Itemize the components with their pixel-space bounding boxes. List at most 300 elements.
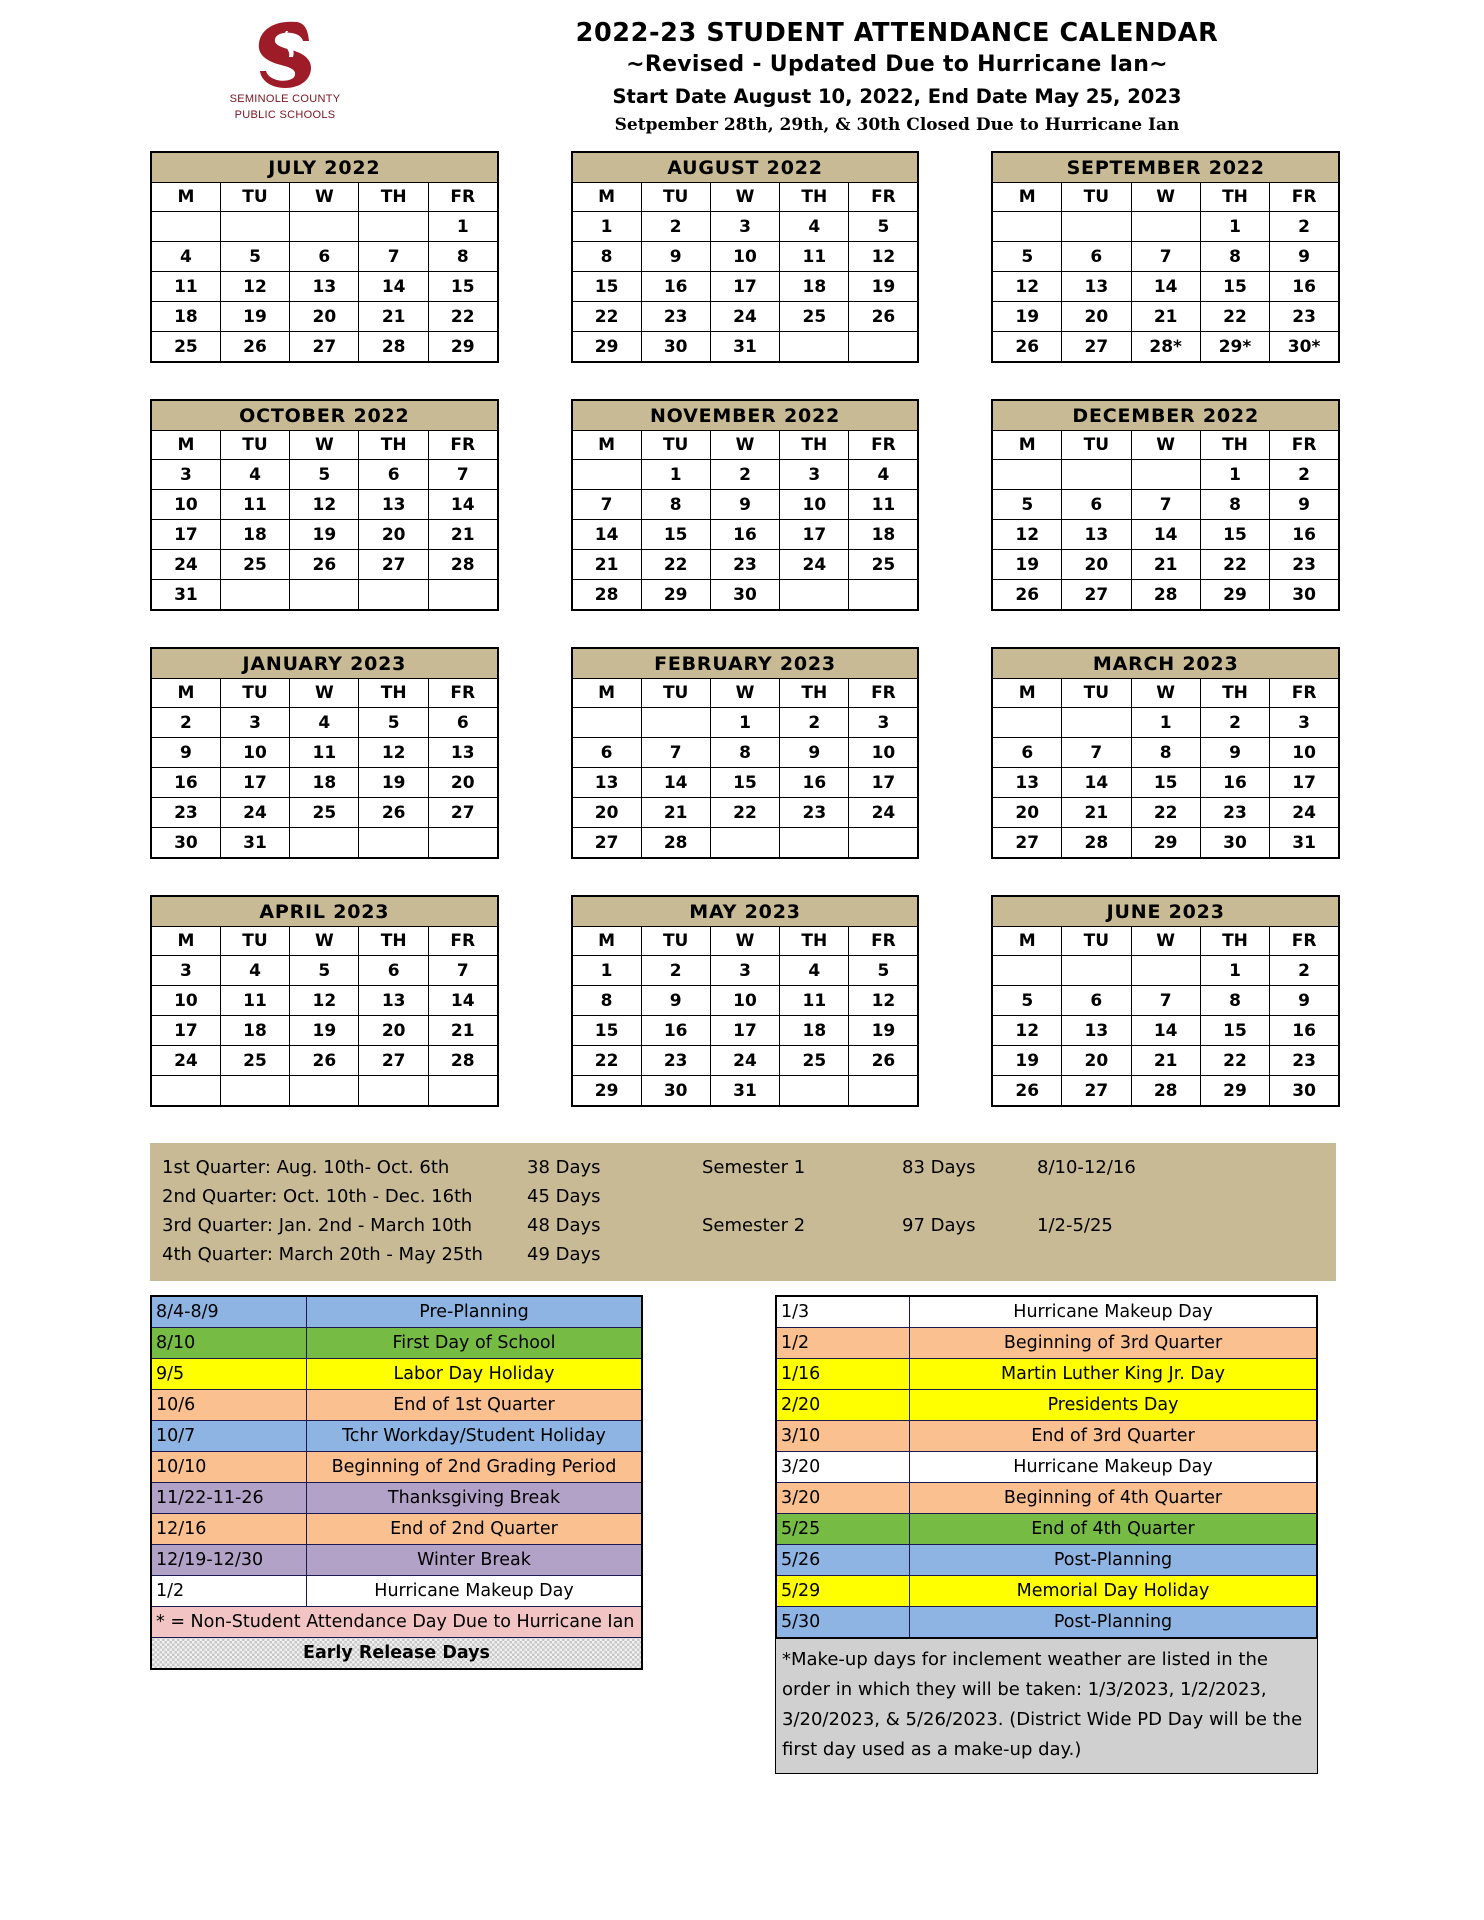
day-cell[interactable] — [359, 1076, 428, 1107]
day-cell[interactable]: 12 — [992, 1016, 1061, 1046]
day-cell[interactable]: 6 — [572, 738, 641, 768]
day-cell[interactable] — [220, 580, 289, 611]
day-cell[interactable]: 11 — [151, 272, 220, 302]
day-cell[interactable]: 19 — [992, 550, 1061, 580]
day-cell[interactable]: 31 — [220, 828, 289, 859]
day-cell[interactable]: 30 — [1270, 1076, 1339, 1107]
day-cell[interactable]: 8 — [572, 986, 641, 1016]
day-cell[interactable]: 4 — [220, 956, 289, 986]
day-cell[interactable]: 26 — [992, 580, 1061, 611]
day-cell[interactable]: 16 — [1200, 768, 1269, 798]
day-cell[interactable]: 24 — [151, 550, 220, 580]
day-cell[interactable]: 14 — [1062, 768, 1131, 798]
day-cell[interactable]: 28* — [1131, 332, 1200, 363]
day-cell[interactable]: 25 — [151, 332, 220, 363]
day-cell[interactable]: 11 — [780, 986, 849, 1016]
day-cell[interactable]: 4 — [849, 460, 918, 490]
day-cell[interactable]: 2 — [641, 956, 710, 986]
day-cell[interactable]: 16 — [641, 1016, 710, 1046]
day-cell[interactable]: 1 — [710, 708, 779, 738]
day-cell[interactable] — [1062, 708, 1131, 738]
day-cell[interactable]: 9 — [1270, 986, 1339, 1016]
day-cell[interactable]: 2 — [1270, 212, 1339, 242]
legend-row[interactable] — [151, 1483, 642, 1514]
day-cell[interactable]: 14 — [572, 520, 641, 550]
day-cell[interactable]: 18 — [290, 768, 359, 798]
day-cell[interactable]: 18 — [849, 520, 918, 550]
day-cell[interactable]: 29 — [572, 1076, 641, 1107]
day-cell[interactable]: 30 — [1270, 580, 1339, 611]
day-cell[interactable]: 12 — [359, 738, 428, 768]
day-cell[interactable]: 29 — [1200, 1076, 1269, 1107]
day-cell[interactable]: 17 — [780, 520, 849, 550]
day-cell[interactable]: 6 — [1062, 490, 1131, 520]
day-cell[interactable]: 16 — [641, 272, 710, 302]
day-cell[interactable]: 8 — [641, 490, 710, 520]
day-cell[interactable]: 5 — [290, 460, 359, 490]
day-cell[interactable]: 17 — [151, 520, 220, 550]
day-cell[interactable]: 9 — [710, 490, 779, 520]
day-cell[interactable]: 30 — [710, 580, 779, 611]
day-cell[interactable]: 5 — [290, 956, 359, 986]
day-cell[interactable]: 17 — [1270, 768, 1339, 798]
day-cell[interactable] — [1062, 956, 1131, 986]
day-cell[interactable]: 6 — [1062, 986, 1131, 1016]
day-cell[interactable]: 4 — [780, 956, 849, 986]
day-cell[interactable]: 21 — [428, 1016, 497, 1046]
day-cell[interactable]: 24 — [151, 1046, 220, 1076]
day-cell[interactable]: 16 — [710, 520, 779, 550]
day-cell[interactable]: 12 — [220, 272, 289, 302]
day-cell[interactable]: 8 — [1200, 242, 1269, 272]
day-cell[interactable]: 7 — [1131, 490, 1200, 520]
legend-row[interactable] — [151, 1328, 642, 1359]
day-cell[interactable]: 3 — [151, 460, 220, 490]
day-cell[interactable]: 16 — [1270, 520, 1339, 550]
day-cell[interactable]: 19 — [290, 1016, 359, 1046]
day-cell[interactable]: 14 — [1131, 272, 1200, 302]
day-cell[interactable]: 20 — [359, 1016, 428, 1046]
day-cell[interactable]: 13 — [359, 490, 428, 520]
day-cell[interactable]: 6 — [992, 738, 1061, 768]
day-cell[interactable]: 5 — [359, 708, 428, 738]
day-cell[interactable]: 22 — [1200, 1046, 1269, 1076]
day-cell[interactable]: 2 — [710, 460, 779, 490]
day-cell[interactable]: 13 — [1062, 1016, 1131, 1046]
day-cell[interactable] — [710, 828, 779, 859]
day-cell[interactable]: 18 — [780, 1016, 849, 1046]
legend-row[interactable] — [776, 1545, 1317, 1576]
day-cell[interactable]: 8 — [1200, 986, 1269, 1016]
day-cell[interactable]: 19 — [992, 1046, 1061, 1076]
day-cell[interactable] — [151, 212, 220, 242]
day-cell[interactable]: 20 — [1062, 1046, 1131, 1076]
day-cell[interactable]: 27 — [1062, 332, 1131, 363]
day-cell[interactable]: 15 — [428, 272, 497, 302]
day-cell[interactable]: 22 — [1200, 550, 1269, 580]
day-cell[interactable]: 7 — [428, 460, 497, 490]
day-cell[interactable]: 14 — [428, 986, 497, 1016]
day-cell[interactable]: 2 — [780, 708, 849, 738]
day-cell[interactable] — [780, 1076, 849, 1107]
day-cell[interactable] — [1131, 212, 1200, 242]
day-cell[interactable]: 21 — [1131, 1046, 1200, 1076]
day-cell[interactable]: 11 — [849, 490, 918, 520]
day-cell[interactable]: 10 — [151, 490, 220, 520]
day-cell[interactable]: 22 — [710, 798, 779, 828]
day-cell[interactable]: 13 — [572, 768, 641, 798]
day-cell[interactable]: 23 — [151, 798, 220, 828]
day-cell[interactable] — [849, 580, 918, 611]
day-cell[interactable] — [780, 828, 849, 859]
day-cell[interactable]: 9 — [1270, 490, 1339, 520]
day-cell[interactable]: 14 — [1131, 1016, 1200, 1046]
day-cell[interactable]: 10 — [220, 738, 289, 768]
day-cell[interactable]: 23 — [1270, 550, 1339, 580]
day-cell[interactable]: 8 — [1200, 490, 1269, 520]
day-cell[interactable]: 23 — [710, 550, 779, 580]
day-cell[interactable]: 30 — [1200, 828, 1269, 859]
day-cell[interactable]: 27 — [992, 828, 1061, 859]
day-cell[interactable]: 1 — [1200, 460, 1269, 490]
day-cell[interactable] — [641, 708, 710, 738]
day-cell[interactable]: 20 — [1062, 550, 1131, 580]
day-cell[interactable]: 3 — [780, 460, 849, 490]
day-cell[interactable]: 21 — [359, 302, 428, 332]
day-cell[interactable]: 2 — [1270, 460, 1339, 490]
day-cell[interactable]: 6 — [1062, 242, 1131, 272]
day-cell[interactable]: 30 — [641, 332, 710, 363]
day-cell[interactable]: 9 — [641, 242, 710, 272]
day-cell[interactable]: 10 — [151, 986, 220, 1016]
day-cell[interactable]: 7 — [428, 956, 497, 986]
day-cell[interactable] — [992, 212, 1061, 242]
day-cell[interactable]: 29* — [1200, 332, 1269, 363]
day-cell[interactable]: 22 — [572, 1046, 641, 1076]
day-cell[interactable]: 25 — [220, 1046, 289, 1076]
day-cell[interactable]: 17 — [710, 272, 779, 302]
day-cell[interactable]: 29 — [572, 332, 641, 363]
day-cell[interactable]: 10 — [780, 490, 849, 520]
day-cell[interactable]: 12 — [992, 520, 1061, 550]
day-cell[interactable]: 5 — [992, 986, 1061, 1016]
legend-row[interactable] — [776, 1483, 1317, 1514]
day-cell[interactable]: 22 — [1131, 798, 1200, 828]
day-cell[interactable] — [849, 1076, 918, 1107]
day-cell[interactable]: 12 — [290, 986, 359, 1016]
day-cell[interactable] — [359, 212, 428, 242]
day-cell[interactable]: 26 — [220, 332, 289, 363]
day-cell[interactable] — [359, 828, 428, 859]
day-cell[interactable]: 16 — [1270, 1016, 1339, 1046]
day-cell[interactable]: 25 — [220, 550, 289, 580]
day-cell[interactable]: 17 — [710, 1016, 779, 1046]
day-cell[interactable]: 25 — [780, 302, 849, 332]
day-cell[interactable]: 27 — [359, 1046, 428, 1076]
day-cell[interactable]: 17 — [220, 768, 289, 798]
legend-row[interactable] — [151, 1390, 642, 1421]
day-cell[interactable]: 30* — [1270, 332, 1339, 363]
day-cell[interactable]: 17 — [151, 1016, 220, 1046]
day-cell[interactable]: 22 — [428, 302, 497, 332]
day-cell[interactable]: 2 — [1270, 956, 1339, 986]
day-cell[interactable]: 21 — [428, 520, 497, 550]
day-cell[interactable]: 29 — [1131, 828, 1200, 859]
day-cell[interactable]: 18 — [151, 302, 220, 332]
day-cell[interactable]: 27 — [290, 332, 359, 363]
day-cell[interactable]: 14 — [1131, 520, 1200, 550]
day-cell[interactable]: 9 — [1270, 242, 1339, 272]
day-cell[interactable]: 31 — [1270, 828, 1339, 859]
day-cell[interactable]: 23 — [1270, 1046, 1339, 1076]
day-cell[interactable]: 14 — [428, 490, 497, 520]
day-cell[interactable] — [290, 212, 359, 242]
day-cell[interactable]: 24 — [220, 798, 289, 828]
day-cell[interactable]: 30 — [641, 1076, 710, 1107]
day-cell[interactable]: 29 — [428, 332, 497, 363]
day-cell[interactable]: 5 — [849, 212, 918, 242]
legend-row[interactable] — [776, 1296, 1317, 1328]
day-cell[interactable]: 24 — [849, 798, 918, 828]
day-cell[interactable]: 16 — [780, 768, 849, 798]
day-cell[interactable]: 25 — [780, 1046, 849, 1076]
legend-row[interactable] — [776, 1514, 1317, 1545]
day-cell[interactable]: 13 — [428, 738, 497, 768]
day-cell[interactable]: 15 — [572, 272, 641, 302]
day-cell[interactable]: 6 — [359, 956, 428, 986]
day-cell[interactable]: 19 — [220, 302, 289, 332]
day-cell[interactable]: 4 — [220, 460, 289, 490]
legend-row[interactable] — [776, 1421, 1317, 1452]
day-cell[interactable] — [290, 580, 359, 611]
day-cell[interactable]: 23 — [641, 1046, 710, 1076]
day-cell[interactable]: 5 — [992, 242, 1061, 272]
day-cell[interactable]: 26 — [992, 1076, 1061, 1107]
day-cell[interactable]: 3 — [710, 212, 779, 242]
day-cell[interactable]: 28 — [1131, 1076, 1200, 1107]
day-cell[interactable]: 5 — [220, 242, 289, 272]
day-cell[interactable]: 23 — [641, 302, 710, 332]
day-cell[interactable]: 19 — [359, 768, 428, 798]
day-cell[interactable]: 1 — [1131, 708, 1200, 738]
day-cell[interactable]: 22 — [1200, 302, 1269, 332]
day-cell[interactable] — [849, 332, 918, 363]
legend-row[interactable] — [151, 1545, 642, 1576]
day-cell[interactable]: 20 — [992, 798, 1061, 828]
day-cell[interactable]: 26 — [992, 332, 1061, 363]
day-cell[interactable]: 9 — [780, 738, 849, 768]
day-cell[interactable]: 1 — [1200, 212, 1269, 242]
day-cell[interactable]: 5 — [992, 490, 1061, 520]
day-cell[interactable]: 15 — [572, 1016, 641, 1046]
day-cell[interactable] — [1131, 460, 1200, 490]
day-cell[interactable]: 12 — [849, 242, 918, 272]
legend-row[interactable] — [151, 1359, 642, 1390]
day-cell[interactable]: 22 — [641, 550, 710, 580]
day-cell[interactable]: 20 — [572, 798, 641, 828]
day-cell[interactable]: 20 — [1062, 302, 1131, 332]
day-cell[interactable]: 1 — [1200, 956, 1269, 986]
day-cell[interactable]: 8 — [572, 242, 641, 272]
day-cell[interactable]: 27 — [572, 828, 641, 859]
day-cell[interactable]: 16 — [151, 768, 220, 798]
day-cell[interactable]: 12 — [290, 490, 359, 520]
day-cell[interactable]: 17 — [849, 768, 918, 798]
day-cell[interactable]: 9 — [151, 738, 220, 768]
day-cell[interactable]: 27 — [1062, 580, 1131, 611]
day-cell[interactable] — [290, 828, 359, 859]
day-cell[interactable]: 9 — [641, 986, 710, 1016]
day-cell[interactable]: 7 — [641, 738, 710, 768]
day-cell[interactable] — [992, 460, 1061, 490]
day-cell[interactable]: 7 — [572, 490, 641, 520]
day-cell[interactable]: 20 — [359, 520, 428, 550]
day-cell[interactable]: 24 — [780, 550, 849, 580]
legend-row[interactable] — [776, 1576, 1317, 1607]
legend-row[interactable] — [776, 1607, 1317, 1639]
day-cell[interactable]: 2 — [151, 708, 220, 738]
day-cell[interactable]: 28 — [1062, 828, 1131, 859]
day-cell[interactable]: 20 — [290, 302, 359, 332]
day-cell[interactable]: 3 — [1270, 708, 1339, 738]
legend-row[interactable] — [776, 1390, 1317, 1421]
day-cell[interactable]: 28 — [572, 580, 641, 611]
day-cell[interactable]: 31 — [151, 580, 220, 611]
day-cell[interactable]: 11 — [290, 738, 359, 768]
day-cell[interactable]: 11 — [220, 986, 289, 1016]
day-cell[interactable]: 28 — [1131, 580, 1200, 611]
day-cell[interactable]: 15 — [1200, 1016, 1269, 1046]
day-cell[interactable] — [992, 956, 1061, 986]
day-cell[interactable] — [428, 1076, 497, 1107]
day-cell[interactable]: 19 — [849, 272, 918, 302]
day-cell[interactable]: 26 — [359, 798, 428, 828]
day-cell[interactable]: 7 — [1062, 738, 1131, 768]
day-cell[interactable]: 26 — [849, 302, 918, 332]
day-cell[interactable] — [220, 212, 289, 242]
day-cell[interactable]: 19 — [849, 1016, 918, 1046]
day-cell[interactable]: 21 — [572, 550, 641, 580]
day-cell[interactable]: 24 — [1270, 798, 1339, 828]
day-cell[interactable]: 16 — [1270, 272, 1339, 302]
day-cell[interactable]: 29 — [641, 580, 710, 611]
legend-row[interactable] — [776, 1328, 1317, 1359]
day-cell[interactable]: 15 — [710, 768, 779, 798]
day-cell[interactable]: 21 — [1131, 302, 1200, 332]
day-cell[interactable] — [428, 580, 497, 611]
day-cell[interactable]: 27 — [428, 798, 497, 828]
day-cell[interactable]: 10 — [1270, 738, 1339, 768]
day-cell[interactable]: 14 — [359, 272, 428, 302]
day-cell[interactable]: 18 — [220, 520, 289, 550]
day-cell[interactable]: 4 — [290, 708, 359, 738]
day-cell[interactable]: 2 — [641, 212, 710, 242]
day-cell[interactable] — [290, 1076, 359, 1107]
day-cell[interactable]: 10 — [710, 986, 779, 1016]
day-cell[interactable]: 19 — [992, 302, 1061, 332]
day-cell[interactable] — [780, 332, 849, 363]
day-cell[interactable]: 21 — [1131, 550, 1200, 580]
day-cell[interactable]: 13 — [1062, 520, 1131, 550]
day-cell[interactable]: 7 — [1131, 242, 1200, 272]
day-cell[interactable] — [151, 1076, 220, 1107]
day-cell[interactable]: 14 — [641, 768, 710, 798]
day-cell[interactable]: 3 — [220, 708, 289, 738]
day-cell[interactable]: 29 — [1200, 580, 1269, 611]
legend-row[interactable] — [776, 1452, 1317, 1483]
day-cell[interactable]: 23 — [780, 798, 849, 828]
day-cell[interactable]: 13 — [992, 768, 1061, 798]
legend-row[interactable] — [151, 1514, 642, 1545]
day-cell[interactable]: 6 — [359, 460, 428, 490]
day-cell[interactable]: 18 — [780, 272, 849, 302]
day-cell[interactable]: 1 — [641, 460, 710, 490]
day-cell[interactable]: 21 — [1062, 798, 1131, 828]
legend-row[interactable] — [776, 1359, 1317, 1390]
day-cell[interactable]: 1 — [572, 212, 641, 242]
day-cell[interactable]: 23 — [1270, 302, 1339, 332]
day-cell[interactable] — [428, 828, 497, 859]
legend-row[interactable] — [151, 1452, 642, 1483]
day-cell[interactable]: 27 — [1062, 1076, 1131, 1107]
day-cell[interactable] — [1062, 460, 1131, 490]
day-cell[interactable]: 3 — [151, 956, 220, 986]
day-cell[interactable]: 6 — [428, 708, 497, 738]
day-cell[interactable] — [849, 828, 918, 859]
day-cell[interactable]: 7 — [1131, 986, 1200, 1016]
day-cell[interactable]: 26 — [849, 1046, 918, 1076]
day-cell[interactable]: 11 — [220, 490, 289, 520]
legend-row[interactable] — [151, 1296, 642, 1328]
day-cell[interactable]: 3 — [849, 708, 918, 738]
day-cell[interactable]: 13 — [290, 272, 359, 302]
legend-row[interactable] — [151, 1576, 642, 1607]
day-cell[interactable]: 4 — [151, 242, 220, 272]
day-cell[interactable]: 26 — [290, 550, 359, 580]
day-cell[interactable]: 25 — [290, 798, 359, 828]
day-cell[interactable]: 2 — [1200, 708, 1269, 738]
day-cell[interactable]: 15 — [1200, 520, 1269, 550]
day-cell[interactable]: 6 — [290, 242, 359, 272]
day-cell[interactable]: 7 — [359, 242, 428, 272]
day-cell[interactable]: 9 — [1200, 738, 1269, 768]
day-cell[interactable]: 8 — [428, 242, 497, 272]
day-cell[interactable]: 8 — [1131, 738, 1200, 768]
day-cell[interactable]: 10 — [849, 738, 918, 768]
day-cell[interactable]: 31 — [710, 1076, 779, 1107]
day-cell[interactable]: 30 — [151, 828, 220, 859]
day-cell[interactable]: 13 — [1062, 272, 1131, 302]
day-cell[interactable] — [220, 1076, 289, 1107]
day-cell[interactable]: 3 — [710, 956, 779, 986]
day-cell[interactable]: 27 — [359, 550, 428, 580]
day-cell[interactable]: 11 — [780, 242, 849, 272]
day-cell[interactable]: 22 — [572, 302, 641, 332]
day-cell[interactable]: 28 — [428, 550, 497, 580]
day-cell[interactable]: 25 — [849, 550, 918, 580]
day-cell[interactable]: 15 — [1131, 768, 1200, 798]
day-cell[interactable]: 20 — [428, 768, 497, 798]
day-cell[interactable]: 4 — [780, 212, 849, 242]
day-cell[interactable]: 21 — [641, 798, 710, 828]
day-cell[interactable]: 8 — [710, 738, 779, 768]
day-cell[interactable]: 23 — [1200, 798, 1269, 828]
day-cell[interactable]: 15 — [641, 520, 710, 550]
day-cell[interactable]: 19 — [290, 520, 359, 550]
day-cell[interactable]: 1 — [428, 212, 497, 242]
day-cell[interactable]: 28 — [359, 332, 428, 363]
day-cell[interactable]: 15 — [1200, 272, 1269, 302]
